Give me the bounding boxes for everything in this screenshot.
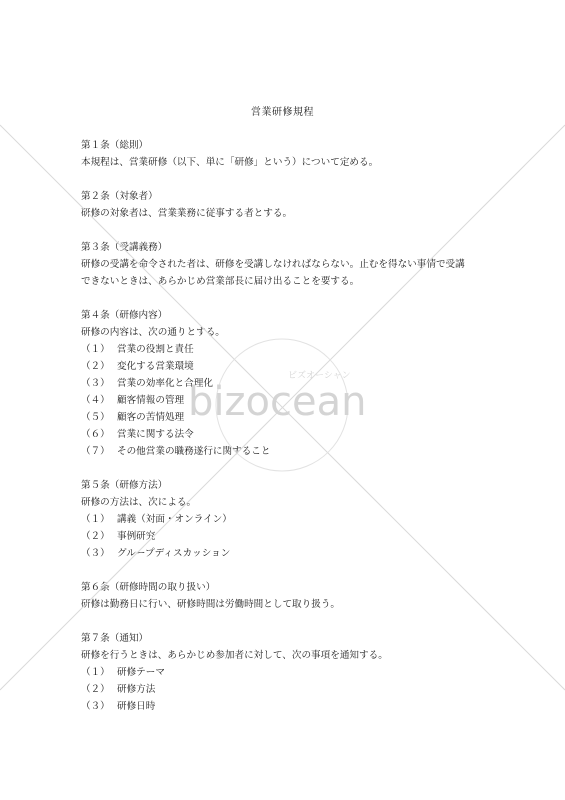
- list-item: [81, 341, 501, 358]
- document-body: [81, 137, 501, 732]
- list-item-number: （１）: [81, 344, 110, 355]
- watermark-logo-text: bizocean: [188, 379, 367, 425]
- list-item-text: 営業に関する法令: [117, 429, 194, 440]
- list-item-number: （７）: [81, 446, 110, 457]
- list-item-number: （３）: [81, 548, 110, 559]
- article-text: 研修の内容は、次の通りとする。: [81, 327, 225, 338]
- list-item: [81, 511, 501, 528]
- article-1: [81, 137, 501, 171]
- article-text: できないときは、あらかじめ営業部長に届け出ることを要する。: [81, 276, 360, 287]
- list-item: [81, 358, 501, 375]
- article-text: 本規程は、営業研修（以下、単に「研修」という）について定める。: [81, 157, 379, 168]
- list-item: [81, 681, 501, 698]
- article-heading: 第４条（研修内容）: [81, 310, 168, 321]
- article-heading: 第１条（総則）: [81, 140, 149, 151]
- list-item: [81, 409, 501, 426]
- article-3: [81, 239, 501, 290]
- list-item: [81, 443, 501, 460]
- list-item-text: グループディスカッション: [117, 548, 231, 559]
- article-text: 研修を行うときは、あらかじめ参加者に対して、次の事項を通知する。: [81, 650, 388, 661]
- list-item-text: 変化する営業環境: [117, 361, 194, 372]
- article-text: 研修の受講を命令された者は、研修を受講しなければならない。止むを得ない事情で受講: [81, 259, 465, 270]
- article-text: 研修の対象者は、営業業務に従事する者とする。: [81, 208, 293, 219]
- list-item: [81, 392, 501, 409]
- article-heading: 第６条（研修時間の取り扱い）: [81, 582, 216, 593]
- article-2: [81, 188, 501, 222]
- list-item-text: 顧客情報の管理: [117, 395, 185, 406]
- article-heading: 第７条（通知）: [81, 633, 149, 644]
- list-item-number: （３）: [81, 701, 110, 712]
- list-item-text: 営業の効率化と合理化: [117, 378, 213, 389]
- list-item-text: 講義（対面・オンライン）: [117, 514, 232, 525]
- article-5: [81, 477, 501, 562]
- list-item-text: 研修テーマ: [117, 667, 165, 678]
- list-item-number: （４）: [81, 395, 110, 406]
- list-item-text: 研修日時: [117, 701, 156, 712]
- list-item-number: （２）: [81, 361, 110, 372]
- list-item: [81, 698, 501, 715]
- list-item: [81, 528, 501, 545]
- watermark-kana-text: ビズオーシャン: [288, 371, 351, 381]
- list-item-number: （１）: [81, 667, 110, 678]
- article-text: 研修は勤務日に行い、研修時間は労働時間として取り扱う。: [81, 599, 341, 610]
- list-item-number: （２）: [81, 684, 110, 695]
- article-heading: 第２条（対象者）: [81, 191, 158, 202]
- list-item: [81, 664, 501, 681]
- article-4: [81, 307, 501, 460]
- list-item-text: 研修方法: [117, 684, 156, 695]
- list-item-number: （１）: [81, 514, 110, 525]
- list-item-text: 顧客の苦情処理: [117, 412, 185, 423]
- list-item-text: 事例研究: [117, 531, 156, 542]
- list-item-number: （５）: [81, 412, 110, 423]
- list-item: [81, 375, 501, 392]
- article-text: 研修の方法は、次による。: [81, 497, 197, 508]
- list-item: [81, 426, 501, 443]
- article-6: [81, 579, 501, 613]
- article-heading: 第５条（研修方法）: [81, 480, 168, 491]
- list-item-number: （２）: [81, 531, 110, 542]
- article-7: [81, 630, 501, 715]
- list-item-number: （３）: [81, 378, 110, 389]
- article-heading: 第３条（受講義務）: [81, 242, 168, 253]
- list-item-number: （６）: [81, 429, 110, 440]
- list-item-text: その他営業の職務遂行に関すること: [117, 446, 271, 457]
- list-item: [81, 545, 501, 562]
- list-item-text: 営業の役割と責任: [117, 344, 194, 355]
- document-title: 営業研修規程: [251, 107, 314, 118]
